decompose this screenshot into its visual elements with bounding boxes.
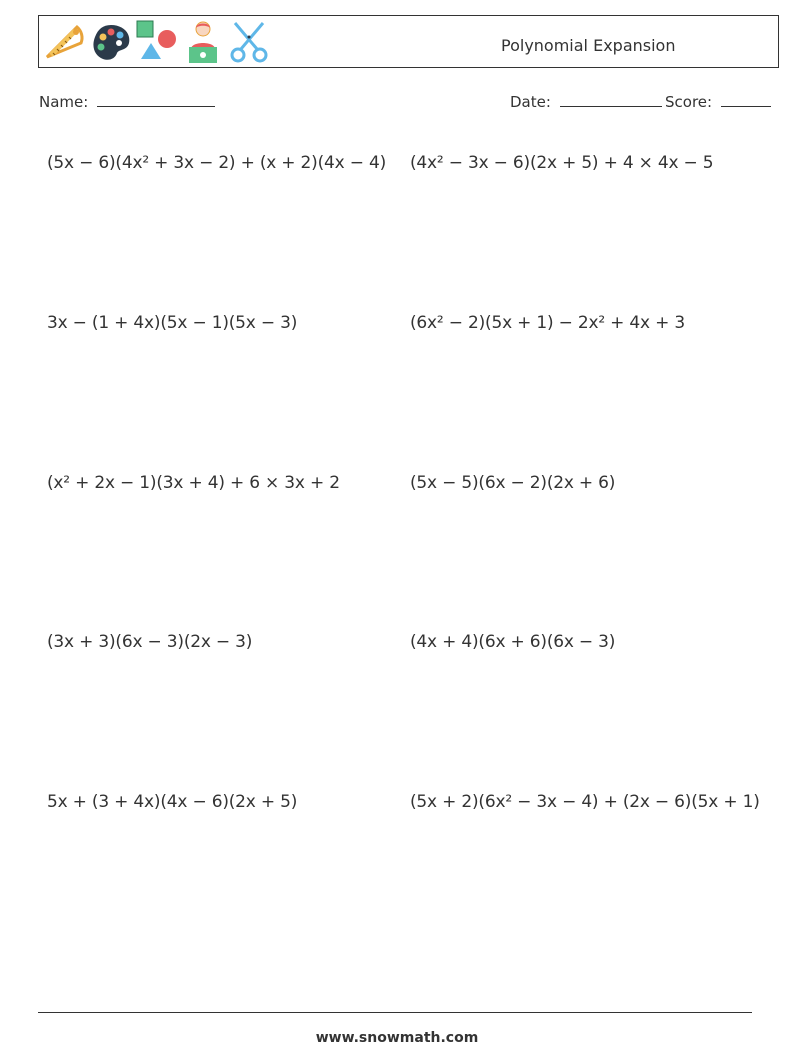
worksheet-title: Polynomial Expansion	[501, 36, 676, 55]
problem-expression: (5x + 2)(6x² − 3x − 4) + (2x − 6)(5x + 1)	[410, 792, 760, 812]
problem-expression: (3x + 3)(6x − 3)(2x − 3)	[47, 632, 253, 652]
header-icons	[43, 19, 273, 65]
problem-10	[410, 792, 760, 812]
problem-expression: (5x − 5)(6x − 2)(2x + 6)	[410, 473, 616, 493]
problem-expression: (5x − 6)(4x² + 3x − 2) + (x + 2)(4x − 4)	[47, 153, 387, 173]
protractor-icon	[43, 19, 87, 63]
name-field[interactable]	[39, 93, 215, 111]
date-blank[interactable]	[560, 93, 662, 107]
date-label: Date:	[510, 93, 551, 111]
problem-expression: (x² + 2x − 1)(3x + 4) + 6 × 3x + 2	[47, 473, 340, 493]
problem-5	[47, 473, 340, 493]
problem-7	[47, 632, 252, 652]
footer-website[interactable]: www.snowmath.com	[315, 1030, 479, 1046]
problem-expression: (4x + 4)(6x + 6)(6x − 3)	[410, 632, 616, 652]
problem-1	[47, 153, 386, 173]
problem-2	[410, 153, 713, 173]
problem-expression: (6x² − 2)(5x + 1) − 2x² + 4x + 3	[410, 313, 685, 333]
problem-expression: 5x + (3 + 4x)(4x − 6)(2x + 5)	[47, 792, 298, 812]
problem-6	[410, 473, 615, 493]
header-box	[38, 15, 779, 68]
scissors-icon	[227, 19, 271, 63]
name-label: Name:	[39, 93, 89, 111]
problem-8	[410, 632, 615, 652]
problem-9	[47, 792, 297, 812]
date-field[interactable]	[510, 93, 662, 111]
score-label: Score:	[665, 93, 713, 111]
shapes-icon	[135, 19, 181, 63]
score-field[interactable]	[665, 93, 771, 111]
problem-expression: 3x − (1 + 4x)(5x − 1)(5x − 3)	[47, 313, 298, 333]
student-laptop-icon	[183, 19, 223, 63]
problem-3	[47, 313, 297, 333]
problem-expression: (4x² − 3x − 6)(2x + 5) + 4 × 4x − 5	[410, 153, 714, 173]
footer-divider	[38, 1012, 752, 1013]
name-blank[interactable]	[97, 93, 215, 107]
problem-4	[410, 313, 685, 333]
palette-icon	[89, 19, 133, 63]
score-blank[interactable]	[721, 93, 771, 107]
